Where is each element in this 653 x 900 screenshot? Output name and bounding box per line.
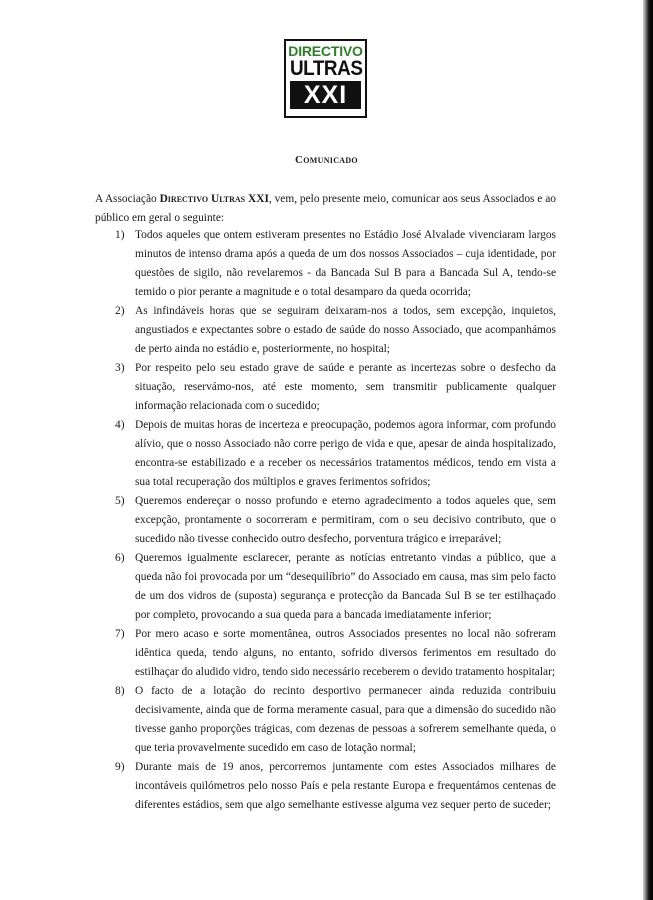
logo-line-3: XXI <box>290 81 361 109</box>
intro-paragraph <box>95 190 556 228</box>
list-item-text: Queremos igualmente esclarecer, perante as notícias entretanto vindas a público, que a queda não foi provocada por um “desequilíbrio” do Associado em causa, mas sim pelo facto de um dos vidros de (suposta) segurança e protecção da Bancada Sul B se ter estilhaçado por completo, provocando a sua queda para a bancada imediatamente inferior; <box>135 552 556 621</box>
list-item <box>95 625 556 682</box>
numbered-list <box>95 226 556 815</box>
list-item-number: 7) <box>115 628 125 640</box>
intro-before: A Associação <box>95 193 160 205</box>
list-item-text: Durante mais de 19 anos, percorremos juntamente com estes Associados milhares de incontáveis quilómetros pelo nosso País e pela restante Europa e frequentámos centenas de diferentes estádios, sem que algo semelhante estivesse alguma vez sequer perto de suceder; <box>135 761 556 811</box>
list-item-text: Por mero acaso e sorte momentânea, outros Associados presentes no local não sofreram idêntica queda, tendo alguns, no entanto, sofrido diversos ferimentos em resultado do estilhaçar do aludido vidro, tendo sido necessário receberem o devido tratamento hospitalar; <box>135 628 556 678</box>
intro-after: , vem, pelo presente meio, comunicar aos seus Associados e ao público em geral o seguinte: <box>95 193 556 224</box>
page-right-edge <box>643 0 653 900</box>
document-title: Comunicado <box>295 154 358 166</box>
list-item-text: Depois de muitas horas de incerteza e preocupação, podemos agora informar, com profundo alívio, que o nosso Associado não corre perigo de vida e que, apesar de ainda hospitalizado, encontra-se estabilizado e a receber os necessários tratamentos médicos, tendo em vista a sua total recuperação dos múltiplos e graves ferimentos sofridos; <box>135 419 556 488</box>
list-item <box>95 549 556 625</box>
directivo-ultras-logo <box>284 39 367 118</box>
list-item-number: 6) <box>115 552 125 564</box>
list-item-number: 8) <box>115 685 125 697</box>
list-item-number: 4) <box>115 419 125 431</box>
list-item-number: 5) <box>115 495 125 507</box>
list-item-text: Todos aqueles que ontem estiveram presentes no Estádio José Alvalade vivenciaram largos minutos de intenso drama após a queda de um dos nossos Associados – cuja identidade, por questões de sigilo, não revelaremos - da Bancada Sul B para a Bancada Sul A, tendo-se temido o pior perante a magnitude e o total desamparo da queda ocorrida; <box>135 229 556 298</box>
list-item-number: 2) <box>115 305 125 317</box>
list-item-text: As infindáveis horas que se seguiram deixaram-nos a todos, sem excepção, inquietos, angustiados e expectantes sobre o estado de saúde do nosso Associado, que acompanhámos de perto ainda no estádio e, posteriormente, no hospital; <box>135 305 556 355</box>
list-item-text: O facto de a lotação do recinto desportivo permanecer ainda reduzida contribuiu decisivamente, ainda que de forma meramente casual, para que a dimensão do sucedido não tivesse ganho proporções trágicas, com dezenas de pessoas a sofrerem semelhante queda, o que teria provavelmente sucedido em caso de lotação normal; <box>135 685 556 754</box>
list-item <box>95 682 556 758</box>
list-item-number: 9) <box>115 761 125 773</box>
list-item-number: 1) <box>115 229 125 241</box>
list-item-number: 3) <box>115 362 125 374</box>
logo-line-2: ULTRAS <box>289 57 363 80</box>
list-item <box>95 359 556 416</box>
list-item <box>95 226 556 302</box>
list-item <box>95 492 556 549</box>
list-item <box>95 416 556 492</box>
intro-org-name: Directivo Ultras XXI <box>159 193 269 205</box>
list-item <box>95 302 556 359</box>
list-item-text: Queremos endereçar o nosso profundo e eterno agradecimento a todos aqueles que, sem excepção, prontamente o socorreram e permitiram, com o seu decisivo contributo, que o sucedido não tivesse conhecido outro desfecho, porventura trágico e irreparável; <box>135 495 556 545</box>
list-item <box>95 758 556 815</box>
list-item-text: Por respeito pelo seu estado grave de saúde e perante as incertezas sobre o desfecho da situação, reservámo-nos, até este momento, sem transmitir publicamente qualquer informação relacionada com o sucedido; <box>135 362 556 412</box>
logo-line-1: DIRECTIVO <box>288 43 363 59</box>
